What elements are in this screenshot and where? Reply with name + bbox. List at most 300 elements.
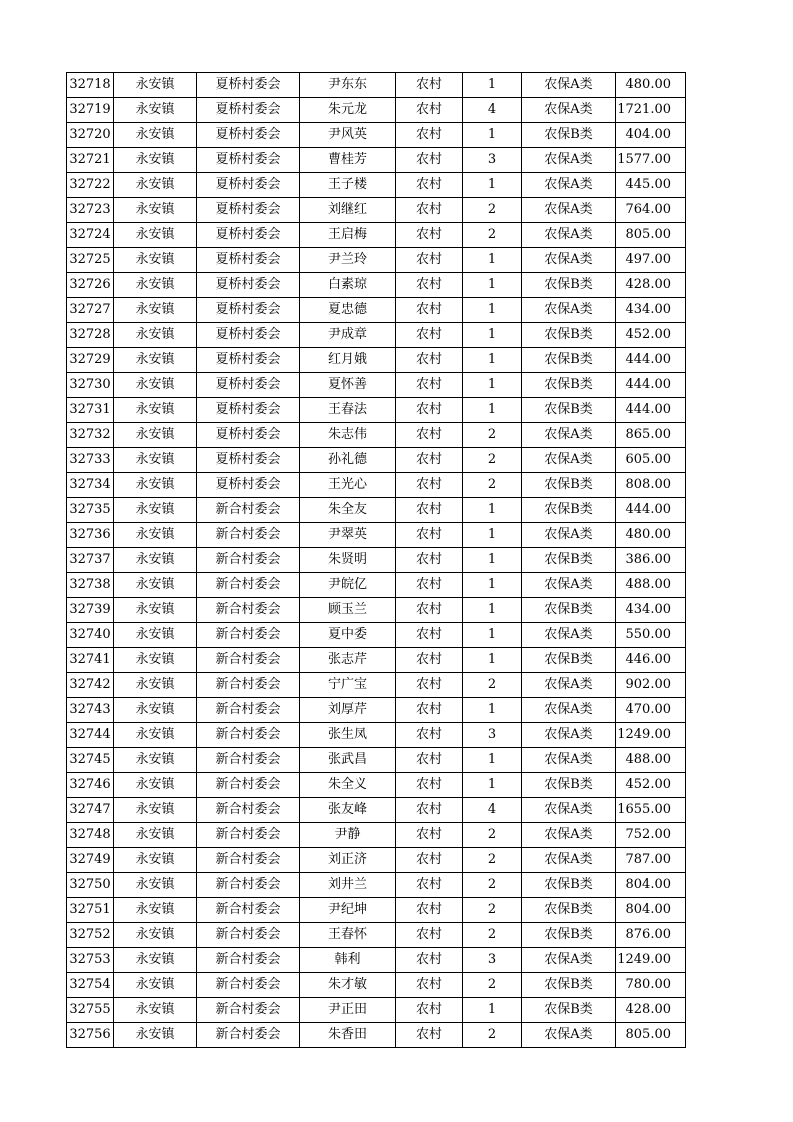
household-size-cell: 3	[463, 148, 522, 173]
person-name-cell: 朱元龙	[300, 98, 396, 123]
village-committee-cell: 夏桥村委会	[197, 123, 300, 148]
household-size-cell: 1	[463, 998, 522, 1023]
town-cell: 永安镇	[114, 973, 197, 998]
person-name-cell: 尹皖亿	[300, 573, 396, 598]
town-cell: 永安镇	[114, 898, 197, 923]
record-id-cell: 32734	[67, 473, 114, 498]
amount-cell: 497.00	[616, 248, 686, 273]
person-name-cell: 刘正济	[300, 848, 396, 873]
person-name-cell: 宁广宝	[300, 673, 396, 698]
insurance-category-cell: 农保B类	[522, 273, 616, 298]
insurance-category-cell: 农保B类	[522, 473, 616, 498]
household-size-cell: 1	[463, 498, 522, 523]
table-row	[67, 598, 686, 623]
table-row	[67, 298, 686, 323]
table-row	[67, 848, 686, 873]
village-committee-cell: 夏桥村委会	[197, 373, 300, 398]
table-row	[67, 873, 686, 898]
record-id-cell: 32733	[67, 448, 114, 473]
household-size-cell: 1	[463, 73, 522, 98]
area-type-cell: 农村	[396, 1023, 463, 1048]
village-committee-cell: 夏桥村委会	[197, 148, 300, 173]
table-row	[67, 948, 686, 973]
household-size-cell: 1	[463, 623, 522, 648]
village-committee-cell: 新合村委会	[197, 748, 300, 773]
household-size-cell: 2	[463, 1023, 522, 1048]
person-name-cell: 张武昌	[300, 748, 396, 773]
village-committee-cell: 新合村委会	[197, 573, 300, 598]
town-cell: 永安镇	[114, 648, 197, 673]
table-row	[67, 673, 686, 698]
household-size-cell: 1	[463, 323, 522, 348]
village-committee-cell: 新合村委会	[197, 898, 300, 923]
amount-cell: 804.00	[616, 873, 686, 898]
record-id-cell: 32743	[67, 698, 114, 723]
record-id-cell: 32742	[67, 673, 114, 698]
household-size-cell: 1	[463, 248, 522, 273]
area-type-cell: 农村	[396, 248, 463, 273]
area-type-cell: 农村	[396, 173, 463, 198]
person-name-cell: 朱志伟	[300, 423, 396, 448]
insurance-category-cell: 农保A类	[522, 1023, 616, 1048]
household-size-cell: 1	[463, 123, 522, 148]
area-type-cell: 农村	[396, 823, 463, 848]
record-id-cell: 32729	[67, 348, 114, 373]
amount-cell: 452.00	[616, 773, 686, 798]
area-type-cell: 农村	[396, 498, 463, 523]
village-committee-cell: 夏桥村委会	[197, 273, 300, 298]
town-cell: 永安镇	[114, 473, 197, 498]
village-committee-cell: 新合村委会	[197, 623, 300, 648]
household-size-cell: 2	[463, 923, 522, 948]
record-id-cell: 32739	[67, 598, 114, 623]
person-name-cell: 王启梅	[300, 223, 396, 248]
area-type-cell: 农村	[396, 673, 463, 698]
record-id-cell: 32744	[67, 723, 114, 748]
town-cell: 永安镇	[114, 98, 197, 123]
household-size-cell: 1	[463, 548, 522, 573]
amount-cell: 605.00	[616, 448, 686, 473]
village-committee-cell: 夏桥村委会	[197, 298, 300, 323]
area-type-cell: 农村	[396, 398, 463, 423]
village-committee-cell: 新合村委会	[197, 723, 300, 748]
table-row	[67, 473, 686, 498]
area-type-cell: 农村	[396, 98, 463, 123]
records-table-body	[67, 73, 686, 1048]
household-size-cell: 1	[463, 748, 522, 773]
person-name-cell: 刘井兰	[300, 873, 396, 898]
amount-cell: 804.00	[616, 898, 686, 923]
table-row	[67, 723, 686, 748]
table-row	[67, 123, 686, 148]
town-cell: 永安镇	[114, 573, 197, 598]
area-type-cell: 农村	[396, 198, 463, 223]
village-committee-cell: 新合村委会	[197, 848, 300, 873]
area-type-cell: 农村	[396, 598, 463, 623]
insurance-category-cell: 农保B类	[522, 598, 616, 623]
household-size-cell: 1	[463, 348, 522, 373]
person-name-cell: 张生凤	[300, 723, 396, 748]
person-name-cell: 尹成章	[300, 323, 396, 348]
area-type-cell: 农村	[396, 123, 463, 148]
insurance-category-cell: 农保A类	[522, 298, 616, 323]
amount-cell: 805.00	[616, 223, 686, 248]
town-cell: 永安镇	[114, 698, 197, 723]
record-id-cell: 32735	[67, 498, 114, 523]
amount-cell: 404.00	[616, 123, 686, 148]
insurance-category-cell: 农保A类	[522, 573, 616, 598]
person-name-cell: 尹纪坤	[300, 898, 396, 923]
person-name-cell: 张友峰	[300, 798, 396, 823]
amount-cell: 1577.00	[616, 148, 686, 173]
town-cell: 永安镇	[114, 773, 197, 798]
person-name-cell: 韩利	[300, 948, 396, 973]
table-row	[67, 273, 686, 298]
record-id-cell: 32726	[67, 273, 114, 298]
person-name-cell: 刘继红	[300, 198, 396, 223]
insurance-category-cell: 农保B类	[522, 548, 616, 573]
household-size-cell: 1	[463, 698, 522, 723]
village-committee-cell: 夏桥村委会	[197, 223, 300, 248]
household-size-cell: 2	[463, 873, 522, 898]
household-size-cell: 2	[463, 423, 522, 448]
village-committee-cell: 新合村委会	[197, 998, 300, 1023]
record-id-cell: 32737	[67, 548, 114, 573]
record-id-cell: 32750	[67, 873, 114, 898]
document-page	[66, 72, 686, 1048]
area-type-cell: 农村	[396, 323, 463, 348]
record-id-cell: 32748	[67, 823, 114, 848]
record-id-cell: 32718	[67, 73, 114, 98]
amount-cell: 444.00	[616, 348, 686, 373]
area-type-cell: 农村	[396, 523, 463, 548]
household-size-cell: 2	[463, 223, 522, 248]
household-size-cell: 2	[463, 673, 522, 698]
table-row	[67, 573, 686, 598]
amount-cell: 1655.00	[616, 798, 686, 823]
insurance-category-cell: 农保B类	[522, 123, 616, 148]
area-type-cell: 农村	[396, 648, 463, 673]
record-id-cell: 32727	[67, 298, 114, 323]
area-type-cell: 农村	[396, 423, 463, 448]
table-row	[67, 1023, 686, 1048]
amount-cell: 488.00	[616, 748, 686, 773]
town-cell: 永安镇	[114, 498, 197, 523]
area-type-cell: 农村	[396, 473, 463, 498]
person-name-cell: 尹静	[300, 823, 396, 848]
town-cell: 永安镇	[114, 823, 197, 848]
village-committee-cell: 夏桥村委会	[197, 73, 300, 98]
household-size-cell: 1	[463, 373, 522, 398]
table-row	[67, 773, 686, 798]
area-type-cell: 农村	[396, 998, 463, 1023]
amount-cell: 780.00	[616, 973, 686, 998]
town-cell: 永安镇	[114, 248, 197, 273]
household-size-cell: 2	[463, 823, 522, 848]
area-type-cell: 农村	[396, 448, 463, 473]
record-id-cell: 32725	[67, 248, 114, 273]
insurance-category-cell: 农保A类	[522, 248, 616, 273]
record-id-cell: 32736	[67, 523, 114, 548]
village-committee-cell: 新合村委会	[197, 648, 300, 673]
amount-cell: 902.00	[616, 673, 686, 698]
village-committee-cell: 新合村委会	[197, 548, 300, 573]
area-type-cell: 农村	[396, 273, 463, 298]
town-cell: 永安镇	[114, 298, 197, 323]
amount-cell: 434.00	[616, 298, 686, 323]
table-row	[67, 923, 686, 948]
area-type-cell: 农村	[396, 748, 463, 773]
area-type-cell: 农村	[396, 698, 463, 723]
insurance-category-cell: 农保A类	[522, 748, 616, 773]
record-id-cell: 32745	[67, 748, 114, 773]
amount-cell: 865.00	[616, 423, 686, 448]
town-cell: 永安镇	[114, 423, 197, 448]
household-size-cell: 2	[463, 198, 522, 223]
amount-cell: 445.00	[616, 173, 686, 198]
insurance-category-cell: 农保B类	[522, 498, 616, 523]
amount-cell: 1249.00	[616, 948, 686, 973]
record-id-cell: 32731	[67, 398, 114, 423]
person-name-cell: 尹翠英	[300, 523, 396, 548]
insurance-category-cell: 农保B类	[522, 373, 616, 398]
record-id-cell: 32723	[67, 198, 114, 223]
table-row	[67, 748, 686, 773]
insurance-category-cell: 农保A类	[522, 198, 616, 223]
amount-cell: 1249.00	[616, 723, 686, 748]
person-name-cell: 红月娥	[300, 348, 396, 373]
person-name-cell: 王春法	[300, 398, 396, 423]
amount-cell: 452.00	[616, 323, 686, 348]
insurance-category-cell: 农保B类	[522, 973, 616, 998]
household-size-cell: 2	[463, 848, 522, 873]
person-name-cell: 顾玉兰	[300, 598, 396, 623]
person-name-cell: 夏中委	[300, 623, 396, 648]
town-cell: 永安镇	[114, 348, 197, 373]
person-name-cell: 朱才敏	[300, 973, 396, 998]
household-size-cell: 2	[463, 973, 522, 998]
household-size-cell: 2	[463, 473, 522, 498]
insurance-category-cell: 农保A类	[522, 848, 616, 873]
record-id-cell: 32755	[67, 998, 114, 1023]
household-size-cell: 3	[463, 948, 522, 973]
table-row	[67, 548, 686, 573]
record-id-cell: 32752	[67, 923, 114, 948]
amount-cell: 444.00	[616, 498, 686, 523]
household-size-cell: 3	[463, 723, 522, 748]
amount-cell: 876.00	[616, 923, 686, 948]
table-row	[67, 623, 686, 648]
town-cell: 永安镇	[114, 1023, 197, 1048]
village-committee-cell: 新合村委会	[197, 1023, 300, 1048]
village-committee-cell: 新合村委会	[197, 948, 300, 973]
amount-cell: 434.00	[616, 598, 686, 623]
person-name-cell: 朱全友	[300, 498, 396, 523]
record-id-cell: 32724	[67, 223, 114, 248]
person-name-cell: 王子楼	[300, 173, 396, 198]
town-cell: 永安镇	[114, 323, 197, 348]
table-row	[67, 998, 686, 1023]
village-committee-cell: 新合村委会	[197, 823, 300, 848]
amount-cell: 764.00	[616, 198, 686, 223]
amount-cell: 805.00	[616, 1023, 686, 1048]
table-row	[67, 248, 686, 273]
insurance-category-cell: 农保A类	[522, 148, 616, 173]
table-row	[67, 523, 686, 548]
household-size-cell: 4	[463, 798, 522, 823]
area-type-cell: 农村	[396, 948, 463, 973]
insurance-category-cell: 农保A类	[522, 623, 616, 648]
table-row	[67, 198, 686, 223]
town-cell: 永安镇	[114, 523, 197, 548]
amount-cell: 787.00	[616, 848, 686, 873]
amount-cell: 550.00	[616, 623, 686, 648]
insurance-category-cell: 农保A类	[522, 698, 616, 723]
table-row	[67, 823, 686, 848]
town-cell: 永安镇	[114, 623, 197, 648]
table-row	[67, 173, 686, 198]
town-cell: 永安镇	[114, 948, 197, 973]
person-name-cell: 张志芹	[300, 648, 396, 673]
household-size-cell: 1	[463, 398, 522, 423]
household-size-cell: 1	[463, 773, 522, 798]
record-id-cell: 32719	[67, 98, 114, 123]
area-type-cell: 农村	[396, 548, 463, 573]
person-name-cell: 曹桂芳	[300, 148, 396, 173]
village-committee-cell: 新合村委会	[197, 698, 300, 723]
household-size-cell: 1	[463, 598, 522, 623]
amount-cell: 470.00	[616, 698, 686, 723]
person-name-cell: 朱全义	[300, 773, 396, 798]
record-id-cell: 32738	[67, 573, 114, 598]
record-id-cell: 32746	[67, 773, 114, 798]
household-size-cell: 1	[463, 573, 522, 598]
area-type-cell: 农村	[396, 848, 463, 873]
area-type-cell: 农村	[396, 898, 463, 923]
person-name-cell: 刘厚芹	[300, 698, 396, 723]
village-committee-cell: 夏桥村委会	[197, 323, 300, 348]
town-cell: 永安镇	[114, 673, 197, 698]
table-row	[67, 498, 686, 523]
area-type-cell: 农村	[396, 873, 463, 898]
insurance-category-cell: 农保B类	[522, 398, 616, 423]
household-size-cell: 2	[463, 898, 522, 923]
town-cell: 永安镇	[114, 548, 197, 573]
village-committee-cell: 夏桥村委会	[197, 248, 300, 273]
person-name-cell: 朱香田	[300, 1023, 396, 1048]
table-row	[67, 373, 686, 398]
town-cell: 永安镇	[114, 73, 197, 98]
table-row	[67, 323, 686, 348]
area-type-cell: 农村	[396, 148, 463, 173]
records-table	[66, 72, 686, 1048]
person-name-cell: 王光心	[300, 473, 396, 498]
amount-cell: 480.00	[616, 523, 686, 548]
record-id-cell: 32751	[67, 898, 114, 923]
record-id-cell: 32721	[67, 148, 114, 173]
insurance-category-cell: 农保A类	[522, 448, 616, 473]
person-name-cell: 白素琼	[300, 273, 396, 298]
amount-cell: 808.00	[616, 473, 686, 498]
insurance-category-cell: 农保B类	[522, 773, 616, 798]
person-name-cell: 尹风英	[300, 123, 396, 148]
area-type-cell: 农村	[396, 73, 463, 98]
record-id-cell: 32732	[67, 423, 114, 448]
amount-cell: 488.00	[616, 573, 686, 598]
person-name-cell: 尹兰玲	[300, 248, 396, 273]
village-committee-cell: 夏桥村委会	[197, 473, 300, 498]
village-committee-cell: 夏桥村委会	[197, 448, 300, 473]
insurance-category-cell: 农保A类	[522, 98, 616, 123]
record-id-cell: 32741	[67, 648, 114, 673]
insurance-category-cell: 农保A类	[522, 523, 616, 548]
amount-cell: 428.00	[616, 998, 686, 1023]
table-row	[67, 798, 686, 823]
household-size-cell: 1	[463, 648, 522, 673]
table-row	[67, 223, 686, 248]
record-id-cell: 32749	[67, 848, 114, 873]
household-size-cell: 4	[463, 98, 522, 123]
record-id-cell: 32753	[67, 948, 114, 973]
insurance-category-cell: 农保A类	[522, 798, 616, 823]
table-row	[67, 973, 686, 998]
person-name-cell: 夏忠德	[300, 298, 396, 323]
town-cell: 永安镇	[114, 148, 197, 173]
village-committee-cell: 夏桥村委会	[197, 423, 300, 448]
insurance-category-cell: 农保B类	[522, 898, 616, 923]
household-size-cell: 1	[463, 173, 522, 198]
insurance-category-cell: 农保B类	[522, 923, 616, 948]
household-size-cell: 2	[463, 448, 522, 473]
household-size-cell: 1	[463, 273, 522, 298]
amount-cell: 752.00	[616, 823, 686, 848]
town-cell: 永安镇	[114, 723, 197, 748]
town-cell: 永安镇	[114, 998, 197, 1023]
village-committee-cell: 夏桥村委会	[197, 98, 300, 123]
town-cell: 永安镇	[114, 398, 197, 423]
insurance-category-cell: 农保B类	[522, 998, 616, 1023]
town-cell: 永安镇	[114, 223, 197, 248]
area-type-cell: 农村	[396, 573, 463, 598]
town-cell: 永安镇	[114, 448, 197, 473]
record-id-cell: 32728	[67, 323, 114, 348]
town-cell: 永安镇	[114, 873, 197, 898]
person-name-cell: 王春怀	[300, 923, 396, 948]
amount-cell: 1721.00	[616, 98, 686, 123]
town-cell: 永安镇	[114, 848, 197, 873]
town-cell: 永安镇	[114, 373, 197, 398]
insurance-category-cell: 农保A类	[522, 823, 616, 848]
table-row	[67, 398, 686, 423]
area-type-cell: 农村	[396, 773, 463, 798]
town-cell: 永安镇	[114, 798, 197, 823]
village-committee-cell: 新合村委会	[197, 598, 300, 623]
amount-cell: 480.00	[616, 73, 686, 98]
record-id-cell: 32747	[67, 798, 114, 823]
insurance-category-cell: 农保B类	[522, 348, 616, 373]
town-cell: 永安镇	[114, 198, 197, 223]
village-committee-cell: 新合村委会	[197, 523, 300, 548]
town-cell: 永安镇	[114, 273, 197, 298]
area-type-cell: 农村	[396, 623, 463, 648]
area-type-cell: 农村	[396, 298, 463, 323]
village-committee-cell: 新合村委会	[197, 923, 300, 948]
town-cell: 永安镇	[114, 123, 197, 148]
table-row	[67, 423, 686, 448]
table-row	[67, 73, 686, 98]
person-name-cell: 孙礼德	[300, 448, 396, 473]
person-name-cell: 尹东东	[300, 73, 396, 98]
